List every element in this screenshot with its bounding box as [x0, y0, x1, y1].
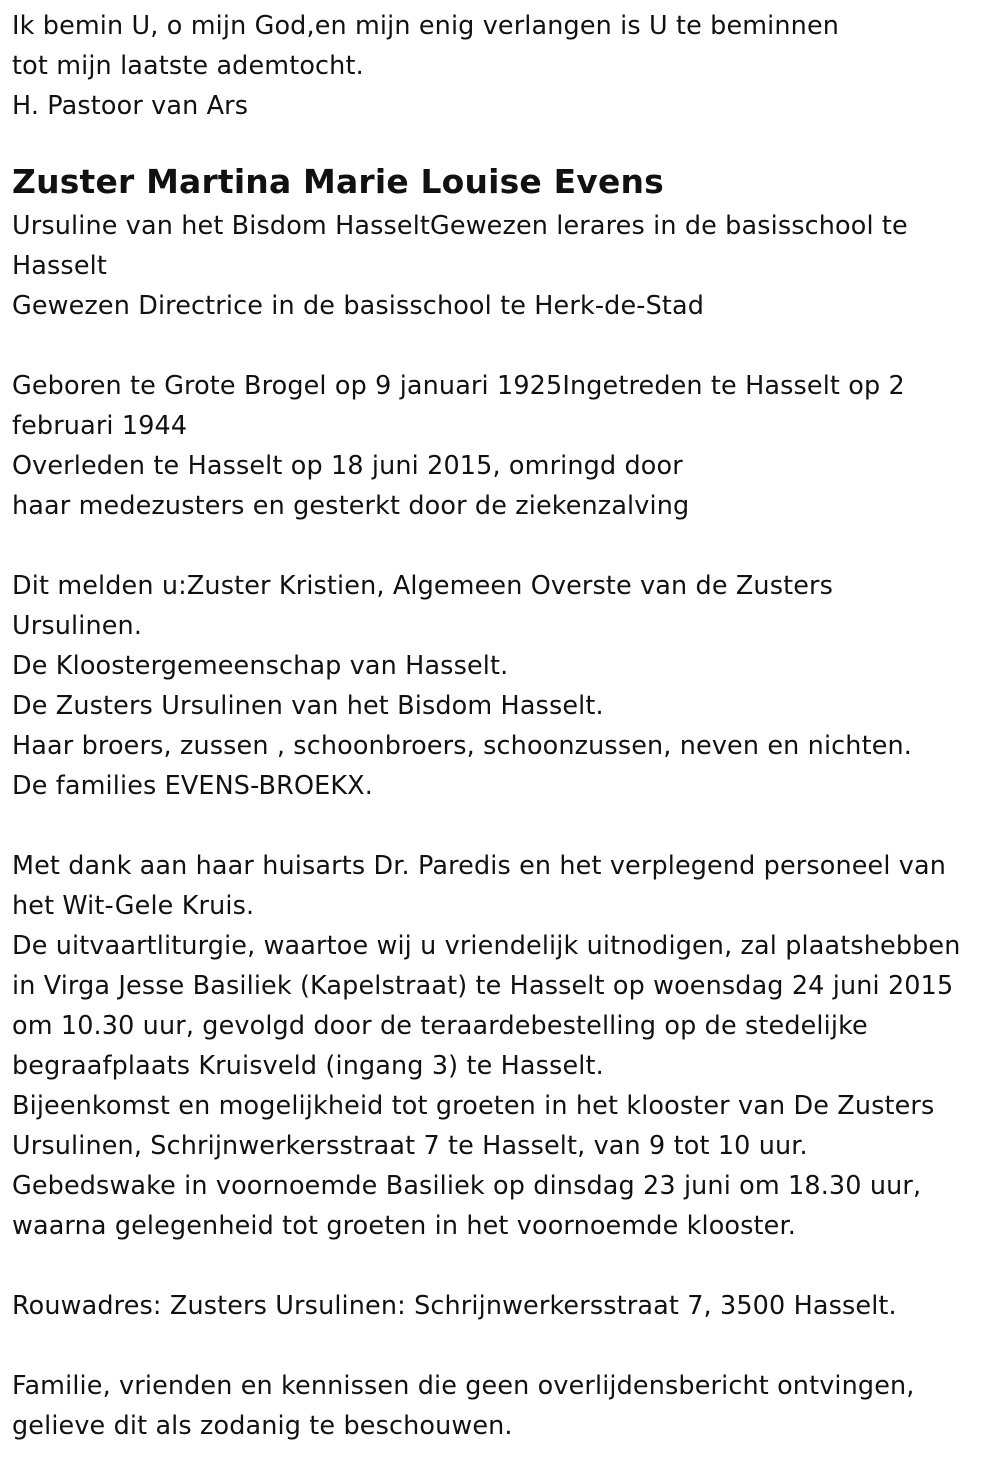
spacer [12, 526, 1000, 566]
detail-line: om 10.30 uur, gevolgd door de teraardebestelling op de stedelijke [12, 1011, 868, 1041]
announcers-block [12, 566, 1000, 806]
spacer [12, 126, 1000, 160]
life-line: haar medezusters en gesterkt door de ziekenzalving [12, 491, 690, 521]
role-line: Ursuline van het Bisdom HasseltGewezen lerares in de basisschool te [12, 211, 908, 241]
detail-line: waarna gelegenheid tot groeten in het voornoemde klooster. [12, 1211, 796, 1241]
life-block [12, 366, 1000, 526]
detail-line: Ursulinen, Schrijnwerkersstraat 7 te Hasselt, van 9 tot 10 uur. [12, 1131, 808, 1161]
life-line: Overleden te Hasselt op 18 juni 2015, omringd door [12, 451, 683, 481]
closing-block [12, 1366, 1000, 1446]
details-block [12, 846, 1000, 1246]
detail-line: De uitvaartliturgie, waartoe wij u vriendelijk uitnodigen, zal plaatshebben [12, 931, 961, 961]
life-line: februari 1944 [12, 411, 188, 441]
roles-block [12, 206, 1000, 326]
announcer-line: Haar broers, zussen , schoonbroers, schoonzussen, neven en nichten. [12, 731, 913, 761]
closing-line: Familie, vrienden en kennissen die geen overlijdensbericht ontvingen, [12, 1371, 915, 1401]
quote-line: tot mijn laatste ademtocht. [12, 51, 364, 81]
quote-block [12, 6, 1000, 126]
spacer [12, 806, 1000, 846]
role-line: Gewezen Directrice in de basisschool te Herk-de-Stad [12, 291, 705, 321]
spacer [12, 1246, 1000, 1286]
detail-line: in Virga Jesse Basiliek (Kapelstraat) te Hasselt op woensdag 24 juni 2015 [12, 971, 954, 1001]
announcer-line: Ursulinen. [12, 611, 143, 641]
quote-author: H. Pastoor van Ars [12, 91, 249, 121]
detail-line: Met dank aan haar huisarts Dr. Paredis en het verplegend personeel van [12, 851, 947, 881]
announcer-line: De families EVENS-BROEKX. [12, 771, 373, 801]
life-line: Geboren te Grote Brogel op 9 januari 1925Ingetreden te Hasselt op 2 [12, 371, 905, 401]
announcer-line: De Zusters Ursulinen van het Bisdom Hasselt. [12, 691, 604, 721]
deceased-name: Zuster Martina Marie Louise Evens [12, 162, 664, 201]
role-line: Hasselt [12, 251, 107, 281]
detail-line: het Wit-Gele Kruis. [12, 891, 255, 921]
announcer-line: De Kloostergemeenschap van Hasselt. [12, 651, 509, 681]
spacer [12, 326, 1000, 366]
spacer [12, 1326, 1000, 1366]
announcer-line: Dit melden u:Zuster Kristien, Algemeen Overste van de Zusters [12, 571, 834, 601]
detail-line: Bijeenkomst en mogelijkheid tot groeten in het klooster van De Zusters [12, 1091, 935, 1121]
quote-line: Ik bemin U, o mijn God,en mijn enig verlangen is U te beminnen [12, 11, 840, 41]
mourning-address: Rouwadres: Zusters Ursulinen: Schrijnwerkersstraat 7, 3500 Hasselt. [12, 1291, 897, 1321]
closing-line: gelieve dit als zodanig te beschouwen. [12, 1411, 513, 1441]
detail-line: begraafplaats Kruisveld (ingang 3) te Hasselt. [12, 1051, 604, 1081]
detail-line: Gebedswake in voornoemde Basiliek op dinsdag 23 juni om 18.30 uur, [12, 1171, 922, 1201]
